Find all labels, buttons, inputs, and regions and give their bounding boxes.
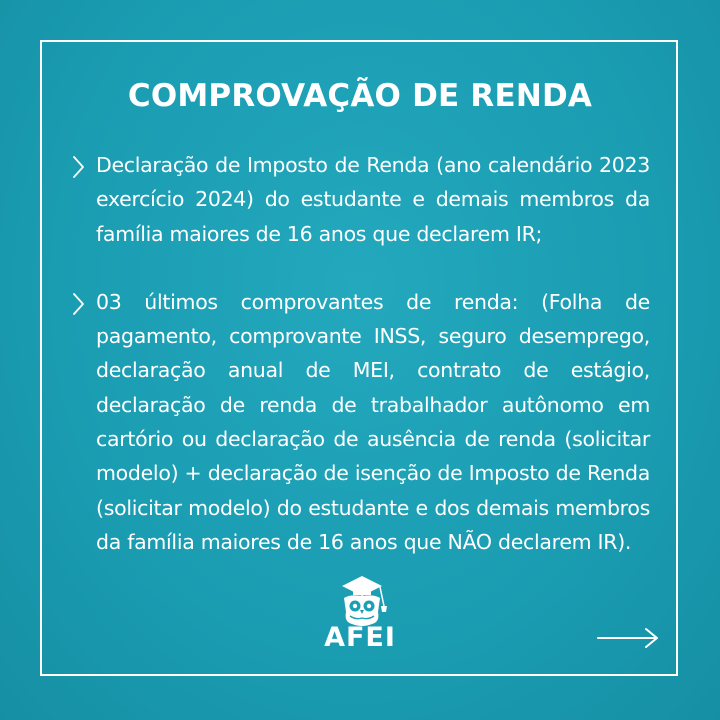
list-item-text: Declaração de Imposto de Renda (ano calendário 2023 exercício 2024) do estudante e demais membros da família maiores de 16 anos que declarem IR; [96,153,650,246]
requirements-list [70,148,650,559]
chevron-right-icon [70,291,96,317]
page-title: COMPROVAÇÃO DE RENDA [127,78,593,114]
list-item-text: 03 últimos comprovantes de renda: (Folha de pagamento, comprovante INSS, seguro desemprego, declaração anual de MEI, contrato de estágio, declaração de renda de trabalhador autônomo em cartório ou declaração de ausência de renda (solicitar modelo) + declaração de isenção de Imposto de Renda (solicitar modelo) do estudante e dos demais membros da família maiores de 16 anos que NÃO declarem IR). [96,289,650,554]
brand-logo-text: AFEI [324,622,396,653]
arrow-right-icon[interactable] [596,626,660,650]
list-item [70,285,650,559]
list-item [70,148,650,251]
chevron-right-icon [70,154,96,180]
